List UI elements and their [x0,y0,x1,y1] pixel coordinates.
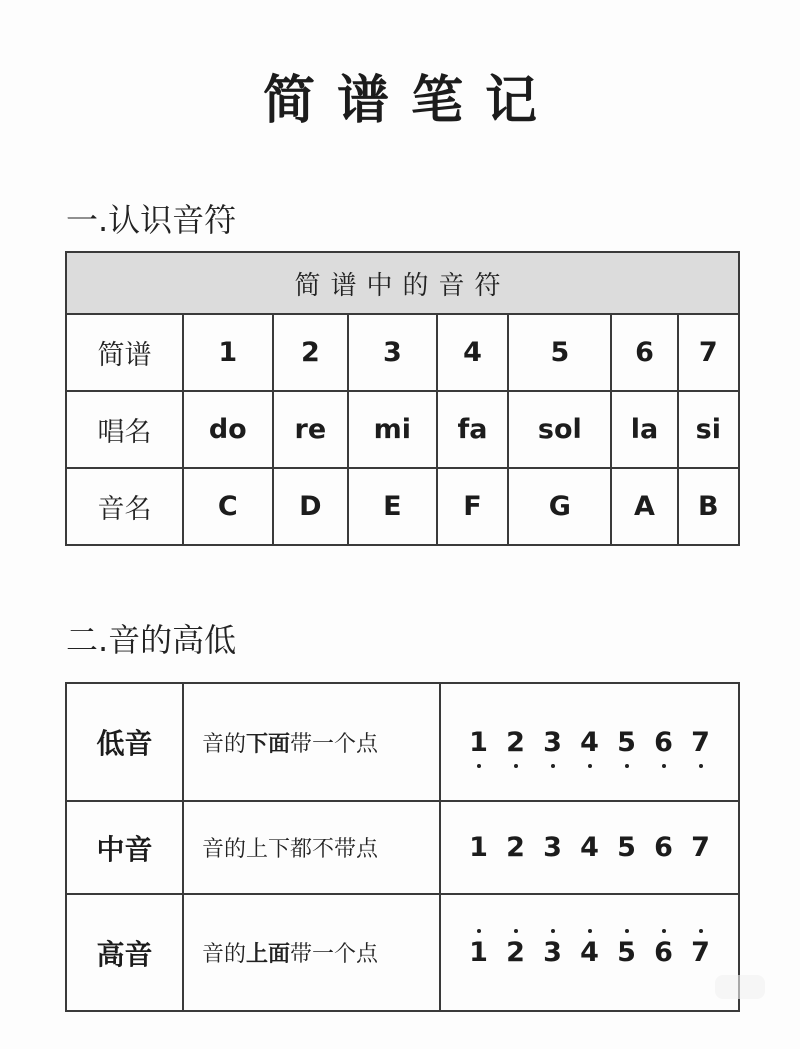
note: 4 [571,727,608,758]
table-cell: B [678,468,739,545]
note: 4 [580,832,599,863]
table-cell: si [678,391,739,468]
row-description: 音的下面带一个点 [183,683,440,801]
low-notes [440,683,739,801]
table-cell: 7 [678,314,739,391]
note: 2 [497,937,534,968]
note: 2 [506,832,525,863]
page-title: 简谱笔记 [262,71,559,131]
row-description: 音的上面带一个点 [183,894,440,1011]
notes-table-header: 简谱中的音符 [66,252,739,314]
note: 1 [460,937,497,968]
note: 5 [608,937,645,968]
table-cell: 5 [508,314,611,391]
table-cell: la [611,391,677,468]
table-cell: fa [437,391,509,468]
note: 5 [617,832,636,863]
table-cell: 4 [437,314,509,391]
table-cell: 2 [273,314,349,391]
note: 4 [571,937,608,968]
section-heading-pitch: 二.音的高低 [66,621,237,659]
table-row [66,894,739,1011]
notes-table [65,251,740,546]
row-label: 唱名 [66,391,183,468]
pitch-table [65,682,740,1012]
table-row [66,801,739,894]
table-cell: E [348,468,436,545]
note: 1 [469,832,488,863]
table-cell: C [183,468,273,545]
watermark [715,975,765,999]
table-cell: A [611,468,677,545]
note: 1 [460,727,497,758]
row-label: 中音 [66,801,183,894]
table-cell: 3 [348,314,436,391]
note: 3 [534,937,571,968]
row-label: 音名 [66,468,183,545]
note: 3 [534,727,571,758]
table-cell: 6 [611,314,677,391]
note: 6 [645,937,682,968]
note: 2 [497,727,534,758]
table-row [66,683,739,801]
high-notes [440,894,739,1011]
table-cell: G [508,468,611,545]
table-row [66,468,739,545]
note: 7 [691,832,710,863]
table-row [66,391,739,468]
note: 6 [645,727,682,758]
table-cell: 1 [183,314,273,391]
table-cell: F [437,468,509,545]
table-cell: mi [348,391,436,468]
note: 3 [543,832,562,863]
note: 7 [682,937,719,968]
table-cell: D [273,468,349,545]
table-cell: re [273,391,349,468]
row-label: 简谱 [66,314,183,391]
row-label: 低音 [66,683,183,801]
note: 6 [654,832,673,863]
row-label: 高音 [66,894,183,1011]
table-row [66,314,739,391]
table-cell: sol [508,391,611,468]
section-heading-notes: 一.认识音符 [66,201,237,239]
table-cell: do [183,391,273,468]
note: 7 [682,727,719,758]
row-description: 音的上下都不带点 [183,801,440,894]
middle-notes [440,801,739,894]
note: 5 [608,727,645,758]
